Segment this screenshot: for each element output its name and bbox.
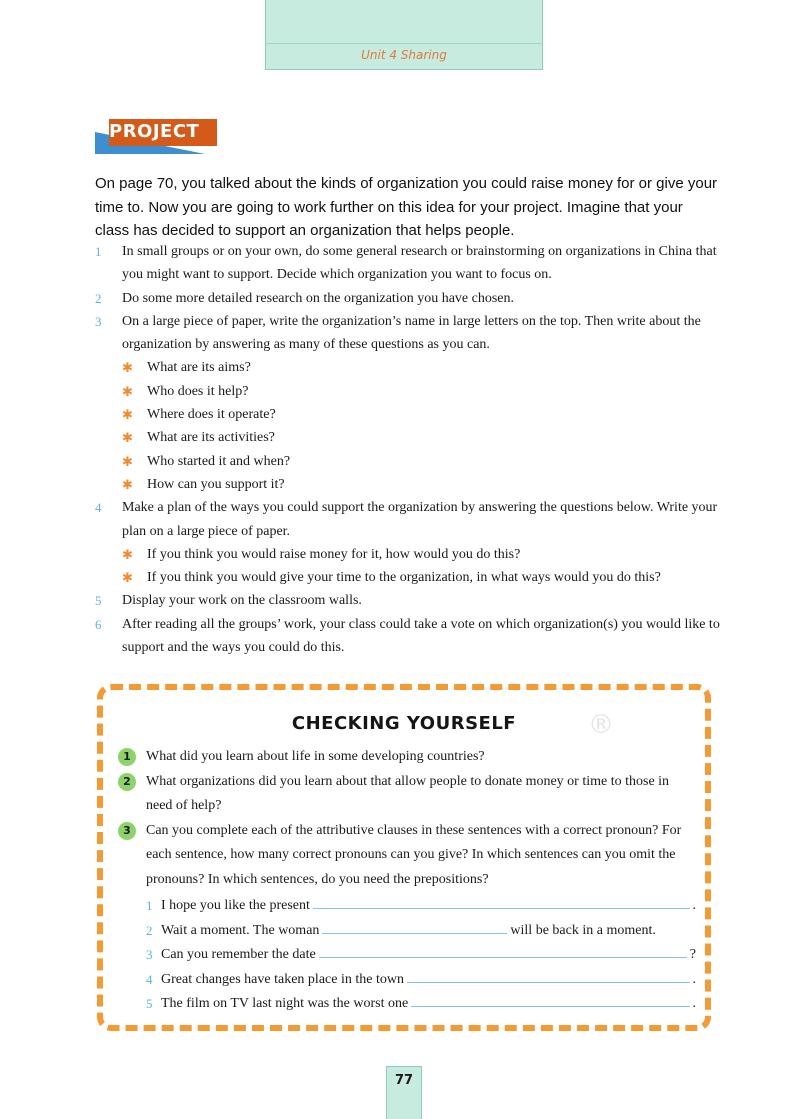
- question-number-badge: 3: [118, 822, 136, 840]
- fill-end: .: [692, 971, 696, 987]
- bullet-star-icon: ✱: [122, 430, 133, 446]
- answer-blank[interactable]: [411, 992, 689, 1007]
- fill-prompt: Can you remember the date: [161, 947, 316, 963]
- bullet-star-icon: ✱: [122, 360, 133, 376]
- step-text: On a large piece of paper, write the organization’s name in large letters on the top. Then write about the organization by answering as many of these questions as you can.: [122, 313, 701, 353]
- step-number: 1: [95, 244, 102, 259]
- list-item: ✱ If you think you would give your time to the organization, in what ways would you do this?: [122, 566, 720, 589]
- step-number: 6: [95, 616, 102, 632]
- question-1: [118, 745, 698, 770]
- list-item: ✱ What are its aims?: [122, 356, 720, 379]
- question-text: Can you complete each of the attributive clauses in these sentences with a correct pronoun? For each sentence, how many correct pronouns can you give? In which sentences can you omit the pronouns? In which sentences, do you need the prepositions?: [146, 822, 682, 887]
- bullet-star-icon: ✱: [122, 476, 133, 492]
- answer-blank[interactable]: [322, 919, 507, 934]
- step-number: 4: [95, 500, 102, 516]
- fill-number: 3: [146, 947, 153, 963]
- step-3: [95, 310, 720, 496]
- list-item: ✱ If you think you would raise money for it, how would you do this?: [122, 543, 720, 566]
- question-number-badge: 1: [118, 748, 136, 766]
- bullet-star-icon: ✱: [122, 546, 133, 562]
- answer-blank[interactable]: [313, 894, 690, 909]
- question-list: [122, 356, 720, 496]
- fill-prompt: Wait a moment. The woman: [161, 922, 320, 938]
- fill-item-3: [146, 943, 696, 968]
- list-item: ✱ What are its activities?: [122, 426, 720, 449]
- list-item: ✱ Who does it help?: [122, 380, 720, 403]
- step-6: [95, 613, 720, 660]
- unit-label: Unit 4 Sharing: [361, 48, 447, 62]
- fill-end: .: [692, 996, 696, 1012]
- question-text: What did you learn about life in some developing countries?: [146, 749, 485, 764]
- fill-item-4: [146, 968, 696, 993]
- fill-prompt: Great changes have taken place in the town: [161, 971, 404, 987]
- fill-item-1: [146, 894, 696, 919]
- step-text: After reading all the groups’ work, your class could take a vote on which organization(s) you would like to support and the ways you could do this.: [122, 616, 720, 656]
- fill-item-2: [146, 919, 696, 944]
- project-intro: On page 70, you talked about the kinds of organization you could raise money for or give your time to. Now you are going to work further on this idea for your project. Imagine that your class has decided to support an organization that helps people.: [95, 175, 718, 239]
- fill-number: 1: [146, 898, 153, 913]
- step-text: Do some more detailed research on the organization you have chosen.: [122, 290, 514, 306]
- step-text: Make a plan of the ways you could support the organization by answering the questions below. Write your plan on a large piece of paper.: [122, 500, 718, 539]
- list-item: ✱ How can you support it?: [122, 473, 720, 496]
- list-item: ✱ Where does it operate?: [122, 403, 720, 426]
- bullet-star-icon: ✱: [122, 570, 133, 586]
- step-number: 3: [95, 313, 102, 329]
- fill-prompt: I hope you like the present: [161, 898, 310, 913]
- fill-number: 4: [146, 971, 153, 987]
- fill-end: .: [692, 898, 696, 913]
- step-5: [95, 589, 720, 612]
- step-1: [95, 240, 720, 287]
- question-text: What organizations did you learn about that allow people to donate money or time to those in need of help?: [146, 773, 670, 813]
- step-text: In small groups or on your own, do some general research or brainstorming on organizations in China that you might want to support. Decide which organization you want to focus on.: [122, 244, 717, 283]
- fill-item-5: [146, 992, 696, 1017]
- bullet-star-icon: ✱: [122, 407, 133, 423]
- answer-blank[interactable]: [407, 968, 690, 983]
- question-2: [118, 770, 698, 819]
- header-divider: [266, 43, 542, 44]
- question-list: [122, 543, 720, 590]
- fill-number: 2: [146, 922, 153, 938]
- bullet-star-icon: ✱: [122, 383, 133, 399]
- unit-header-tab: [265, 0, 543, 70]
- project-badge: [95, 117, 223, 155]
- fill-in-exercises: [146, 894, 696, 1017]
- fill-number: 5: [146, 996, 153, 1012]
- step-text: Display your work on the classroom walls.: [122, 593, 362, 609]
- step-number: 5: [95, 593, 102, 609]
- registered-mark: ®: [588, 710, 614, 740]
- step-number: 2: [95, 290, 102, 306]
- checking-questions: [118, 745, 698, 892]
- step-4: [95, 496, 720, 589]
- fill-prompt: The film on TV last night was the worst one: [161, 996, 409, 1012]
- step-2: [95, 287, 720, 310]
- checking-yourself-title: CHECKING YOURSELF: [291, 713, 517, 734]
- list-item: ✱ Who started it and when?: [122, 450, 720, 473]
- question-3: [118, 819, 698, 893]
- question-number-badge: 2: [118, 773, 136, 791]
- page-number: 77: [386, 1066, 422, 1119]
- project-steps: [95, 240, 720, 659]
- project-badge-label: PROJECT: [109, 121, 200, 142]
- fill-end: will be back in a moment.: [510, 922, 656, 938]
- fill-end: ?: [689, 947, 696, 963]
- answer-blank[interactable]: [319, 943, 687, 958]
- bullet-star-icon: ✱: [122, 453, 133, 469]
